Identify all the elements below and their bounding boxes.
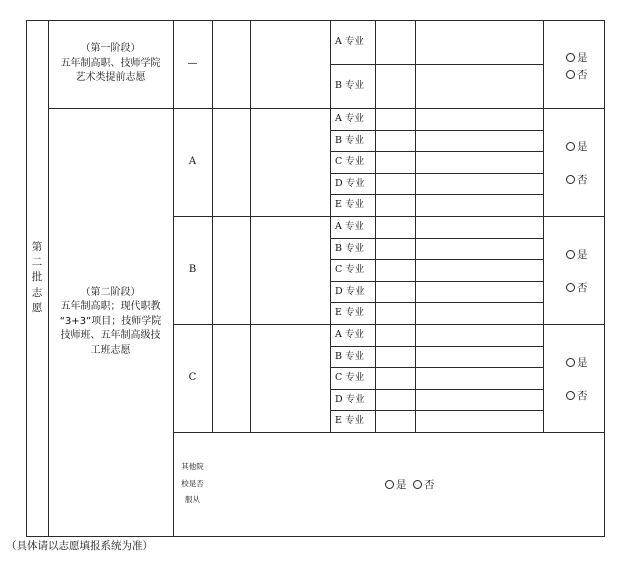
option-label: 否 [424, 479, 435, 491]
radio-circle-icon[interactable] [566, 358, 575, 367]
stage1-desc: 五年制高职、技师学院 艺术类提前志愿 [60, 57, 161, 84]
major-label: E 专业 [335, 415, 364, 427]
option-label: 是 [577, 357, 588, 369]
stage1-code: — [187, 57, 198, 69]
option-label: 否 [577, 282, 588, 294]
major-label: A 专业 [335, 112, 364, 124]
major-label: C 专业 [335, 156, 365, 168]
major-label: A 专业 [335, 328, 364, 340]
stage2-title: （第二阶段） [80, 286, 141, 298]
group-code: C [188, 371, 197, 383]
obey-no-radio[interactable] [566, 388, 588, 403]
major-label: D 专业 [335, 285, 365, 297]
option-label: 否 [577, 390, 588, 402]
group-divider [173, 432, 604, 433]
radio-circle-icon[interactable] [566, 142, 575, 151]
table-border-bottom [26, 536, 605, 537]
major-label: E 专业 [335, 199, 364, 211]
obey-no-radio[interactable] [566, 280, 588, 295]
major-label: B 专业 [335, 134, 365, 146]
major-label: C 专业 [335, 372, 365, 384]
column-divider [415, 20, 416, 432]
major-label: B 专业 [335, 350, 365, 362]
major-label: E 专业 [335, 307, 364, 319]
radio-circle-icon[interactable] [566, 283, 575, 292]
radio-circle-icon[interactable] [566, 53, 575, 62]
column-divider [212, 20, 213, 432]
obey-yes-radio[interactable] [566, 50, 588, 65]
radio-circle-icon[interactable] [566, 391, 575, 400]
other-yes-radio[interactable] [385, 477, 407, 492]
stage2-desc: 五年制高职；现代职教 “3+3”项目；技师学院 技师班、五年制高级技 工班志愿 [59, 301, 162, 356]
group-code: A [188, 155, 197, 167]
major-label: C 专业 [335, 264, 365, 276]
radio-circle-icon[interactable] [385, 480, 394, 489]
obey-no-radio[interactable] [566, 67, 588, 82]
major-label: D 专业 [335, 393, 365, 405]
option-label: 是 [577, 249, 588, 261]
option-label: 否 [577, 174, 588, 186]
major-label: B 专业 [335, 242, 365, 254]
obey-no-radio[interactable] [566, 172, 588, 187]
column-divider [543, 20, 544, 432]
obey-yes-radio[interactable] [566, 355, 588, 370]
group-code: B [188, 263, 197, 275]
radio-circle-icon[interactable] [566, 70, 575, 79]
radio-circle-icon[interactable] [566, 250, 575, 259]
obey-yes-radio[interactable] [566, 247, 588, 262]
stage2-label [48, 108, 173, 536]
option-label: 是 [396, 479, 407, 491]
obey-yes-radio[interactable] [566, 139, 588, 154]
column-divider [250, 20, 251, 432]
radio-circle-icon[interactable] [566, 175, 575, 184]
major-label: B 专业 [335, 80, 365, 92]
stage1-label [48, 20, 173, 108]
major-label: A 专业 [335, 220, 364, 232]
stage1-title: （第一阶段） [80, 43, 141, 55]
table-border-right [604, 20, 605, 536]
footnote: （具体请以志愿填报系统为准） [6, 540, 153, 552]
major-label: A 专业 [335, 36, 364, 48]
other-schools-label: 其他院 校是否 服从 [181, 462, 204, 505]
column-divider [330, 20, 331, 432]
radio-circle-icon[interactable] [413, 480, 422, 489]
option-label: 是 [577, 141, 588, 153]
other-no-radio[interactable] [413, 477, 435, 492]
major-label: D 专业 [335, 177, 365, 189]
option-label: 是 [577, 52, 588, 64]
option-label: 否 [577, 69, 588, 81]
batch-label: 第 二 批 志 愿 [31, 240, 43, 314]
